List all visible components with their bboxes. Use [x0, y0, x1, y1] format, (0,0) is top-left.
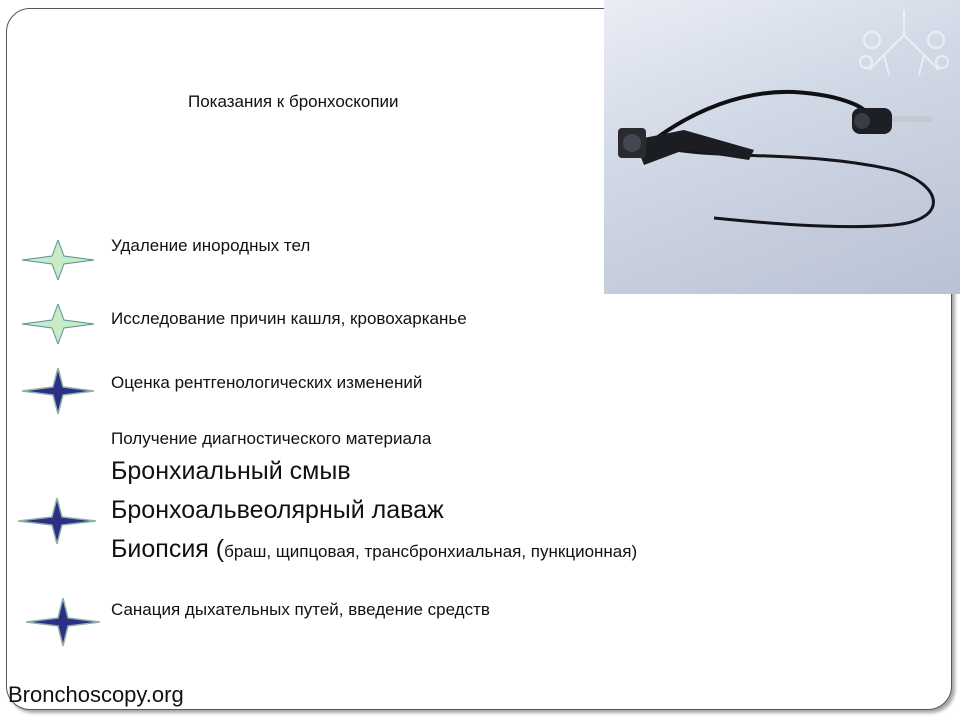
- indication-item: Удаление инородных тел: [111, 236, 311, 255]
- indication-item: Получение диагностического материала: [111, 429, 432, 448]
- sub-item-biopsy: [111, 535, 637, 564]
- sub-item: Бронхиальный смыв: [111, 457, 351, 485]
- bronchoscope-photo: [604, 0, 960, 294]
- indication-item: Санация дыхательных путей, введение средств: [111, 600, 490, 619]
- slide-title: Показания к бронхоскопии: [188, 92, 399, 111]
- biopsy-detail: браш, щипцовая, трансбронхиальная, пункционная): [224, 542, 638, 561]
- star-bullet-icon: [22, 304, 94, 344]
- star-bullet-icon: [22, 240, 94, 280]
- indication-item: Исследование причин кашля, кровохарканье: [111, 309, 467, 328]
- bronchoscope-illustration: [604, 0, 960, 294]
- star-bullet-icon: [18, 498, 96, 544]
- biopsy-label: Биопсия (: [111, 535, 225, 563]
- sub-item: Бронхоальвеолярный лаваж: [111, 496, 444, 524]
- indication-item: Оценка рентгенологических изменений: [111, 373, 423, 392]
- lungs-watermark-icon: [860, 10, 948, 75]
- star-bullet-icon: [26, 598, 100, 646]
- star-bullet-icon: [22, 368, 94, 414]
- source-footer: Bronchoscopy.org: [8, 682, 184, 707]
